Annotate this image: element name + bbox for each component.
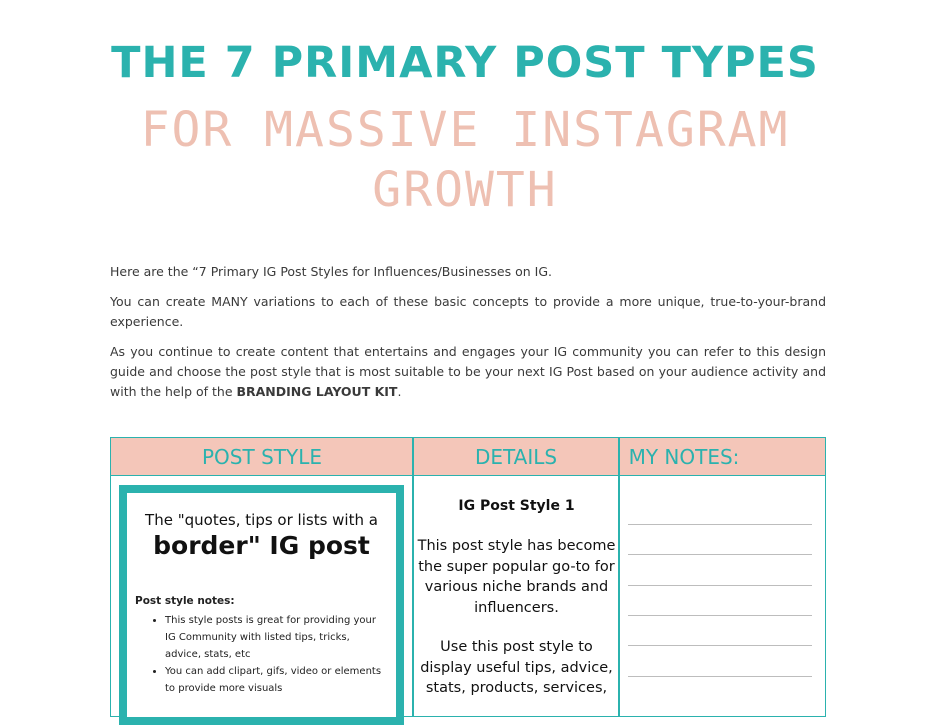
notes-line [628, 615, 812, 616]
intro-paragraph-3-text: As you continue to create content that entertains and engages your IG community you can refer to this design guide and choose the post style that is most suitable to be your next IG Post based on your audience activity and with the help of the [110, 344, 826, 399]
list-item: • This style posts is great for providing your IG Community with listed tips, tricks, advice, stats, etc [165, 612, 388, 663]
card-notes [135, 593, 388, 697]
table-header-row [111, 438, 825, 476]
page-title: THE 7 PRIMARY POST TYPES [111, 38, 819, 88]
header-post-style: POST STYLE [202, 445, 322, 469]
subtitle-line-1: FOR MASSIVE INSTAGRAM [140, 102, 790, 158]
card-notes-heading: Post style notes: [135, 595, 235, 607]
intro-paragraph-1: Here are the “7 Primary IG Post Styles for Influences/Businesses on IG. [110, 264, 552, 279]
details-paragraph-2: Use this post style to display useful tips, advice, stats, products, services, [420, 639, 613, 696]
intro-text [110, 262, 826, 412]
notes-line [628, 645, 812, 646]
intro-paragraph-3 [110, 342, 826, 402]
header-my-notes: MY NOTES: [628, 445, 740, 469]
notes-line [628, 676, 812, 677]
subtitle-line-2: GROWTH [372, 162, 558, 218]
notes-line [628, 554, 812, 555]
notes-line [628, 585, 812, 586]
details-cell [414, 498, 619, 718]
card-title-line-2: border" IG post [153, 531, 370, 560]
intro-paragraph-2: You can create MANY variations to each of these basic concepts to provide a more unique, true-to-your-brand experience. [110, 294, 826, 329]
intro-paragraph-3-end: . [397, 384, 402, 399]
post-style-table [110, 437, 826, 717]
post-style-example-card [119, 485, 404, 725]
details-heading: IG Post Style 1 [458, 498, 575, 514]
card-title-line-1: The "quotes, tips or lists with a [145, 511, 378, 529]
card-notes-list [135, 612, 388, 697]
notes-line [628, 524, 812, 525]
page-subtitle [100, 100, 830, 220]
list-item: • You can add clipart, gifs, video or elements to provide more visuals [165, 663, 388, 697]
branding-kit-name: BRANDING LAYOUT KIT [236, 384, 398, 399]
details-paragraph-1: This post style has become the super popular go-to for various niche brands and influencers. [417, 538, 616, 616]
header-details: DETAILS [474, 445, 558, 469]
